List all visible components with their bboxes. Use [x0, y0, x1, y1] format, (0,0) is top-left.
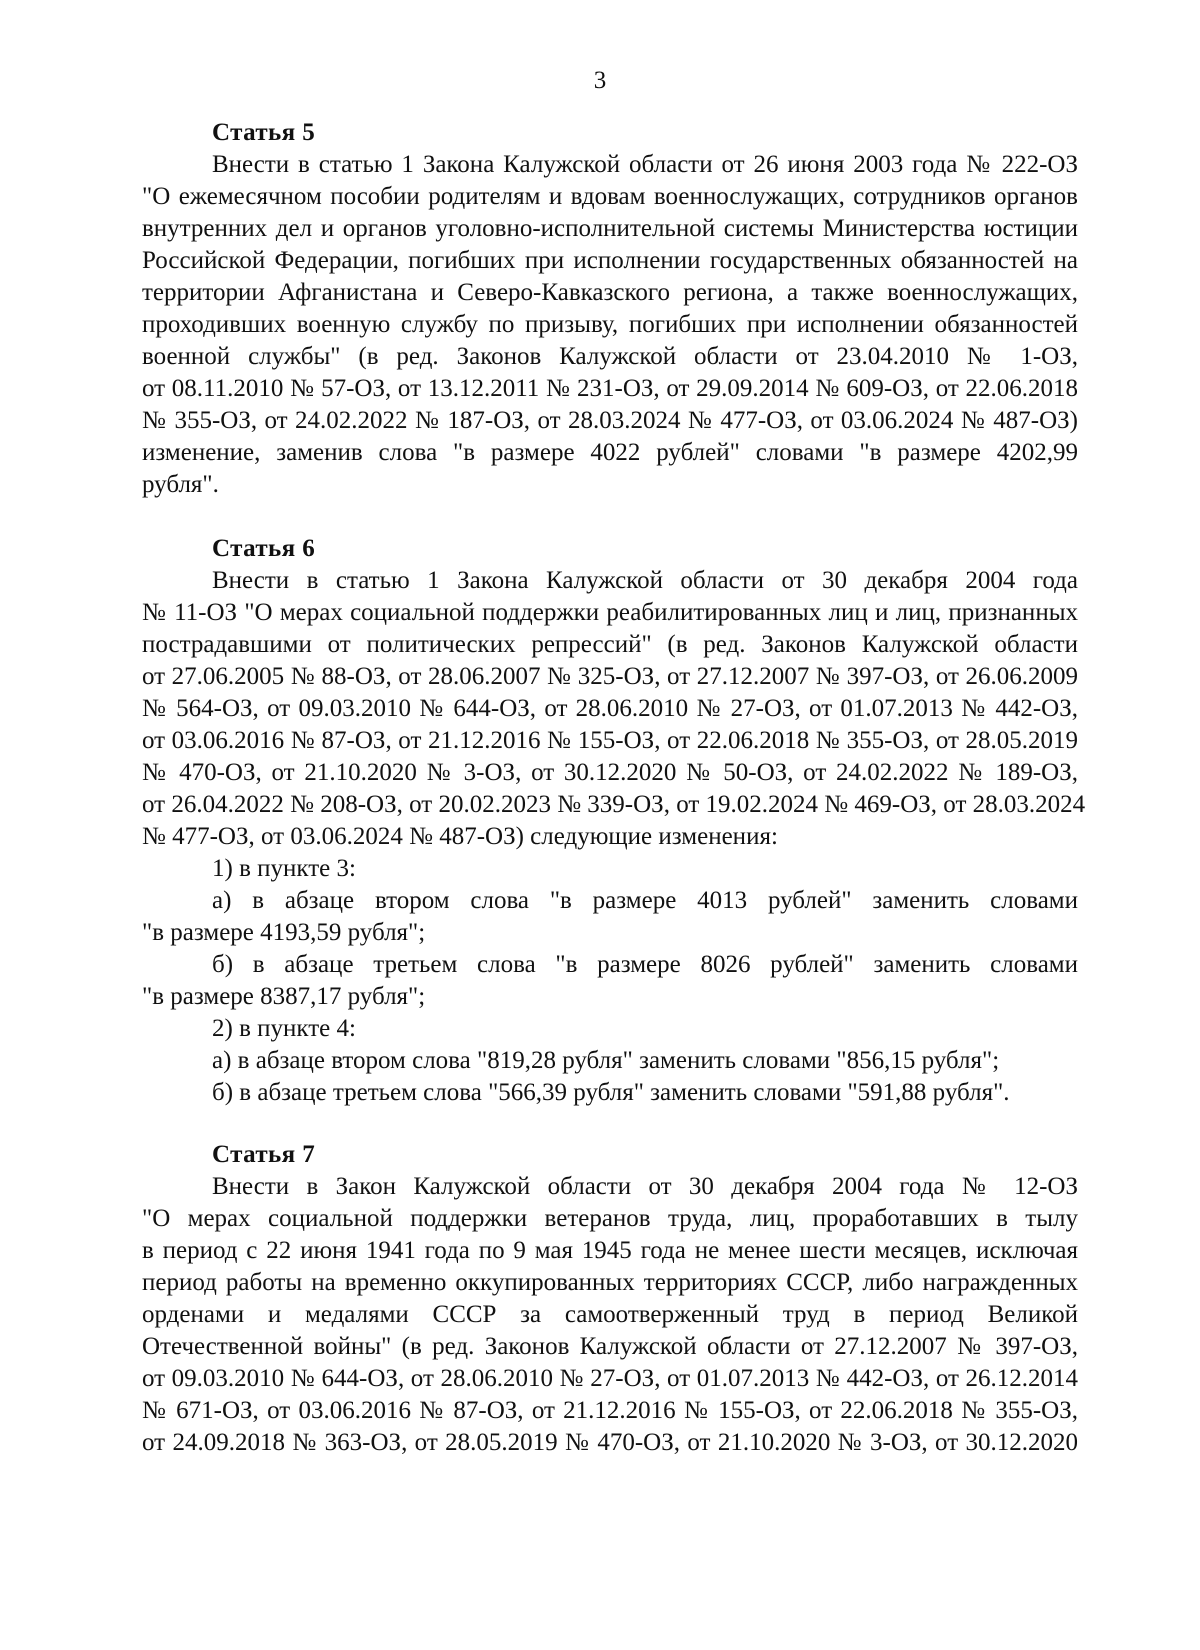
article-7-line: в период с 22 июня 1941 года по 9 мая 1945 года не менее шести месяцев, исключая [142, 1237, 1078, 1264]
article-7-line: период работы на временно оккупированных территориях СССР, либо награжденных [142, 1269, 1078, 1296]
article-7-line: орденами и медалями СССР за самоотверженный труд в период Великой [142, 1301, 1078, 1328]
article-6-heading: Статья 6 [212, 535, 316, 562]
article-6-line: № 11-ОЗ "О мерах социальной поддержки реабилитированных лиц и лиц, признанных [142, 599, 1078, 626]
article-6-line: пострадавшими от политических репрессий" (в ред. Законов Калужской области [142, 631, 1078, 658]
article-6-line: № 564-ОЗ, от 09.03.2010 № 644-ОЗ, от 28.06.2010 № 27-ОЗ, от 01.07.2013 № 442-ОЗ, [142, 695, 1078, 722]
article-5-line: "О ежемесячном пособии родителям и вдовам военнослужащих, сотрудников органов [142, 183, 1078, 210]
article-6-line: 2) в пункте 4: [212, 1015, 356, 1042]
article-6-line: от 03.06.2016 № 87-ОЗ, от 21.12.2016 № 155-ОЗ, от 22.06.2018 № 355-ОЗ, от 28.05.2019 [142, 727, 1078, 754]
article-6-line: "в размере 8387,17 рубля"; [142, 983, 426, 1010]
article-6-line: "в размере 4193,59 рубля"; [142, 919, 426, 946]
article-6-line: 1) в пункте 3: [212, 855, 356, 882]
article-5-line: военной службы" (в ред. Законов Калужской области от 23.04.2010 № 1-ОЗ, [142, 343, 1078, 370]
article-7-line: Отечественной войны" (в ред. Законов Калужской области от 27.12.2007 № 397-ОЗ, [142, 1333, 1078, 1360]
article-5-line: Внести в статью 1 Закона Калужской области от 26 июня 2003 года № 222-ОЗ [212, 151, 1078, 178]
article-7-line: от 09.03.2010 № 644-ОЗ, от 28.06.2010 № 27-ОЗ, от 01.07.2013 № 442-ОЗ, от 26.12.2014 [142, 1365, 1078, 1392]
article-7-line: "О мерах социальной поддержки ветеранов труда, лиц, проработавших в тылу [142, 1205, 1078, 1232]
article-6-line: а) в абзаце втором слова "в размере 4013 рублей" заменить словами [212, 887, 1078, 914]
article-6-line: б) в абзаце третьем слова "566,39 рубля" заменить словами "591,88 рубля". [212, 1079, 1010, 1106]
article-6-line: Внести в статью 1 Закона Калужской области от 30 декабря 2004 года [212, 567, 1078, 594]
article-7-line: № 671-ОЗ, от 03.06.2016 № 87-ОЗ, от 21.12.2016 № 155-ОЗ, от 22.06.2018 № 355-ОЗ, [142, 1397, 1078, 1424]
article-5-line: № 355-ОЗ, от 24.02.2022 № 187-ОЗ, от 28.03.2024 № 477-ОЗ, от 03.06.2024 № 487-ОЗ) [142, 407, 1078, 434]
page-number: 3 [593, 67, 607, 94]
article-5-line: рубля". [142, 471, 219, 498]
article-5-line: от 08.11.2010 № 57-ОЗ, от 13.12.2011 № 231-ОЗ, от 29.09.2014 № 609-ОЗ, от 22.06.2018 [142, 375, 1078, 402]
article-5-line: Российской Федерации, погибших при исполнении государственных обязанностей на [142, 247, 1078, 274]
article-5-line: внутренних дел и органов уголовно-исполнительной системы Министерства юстиции [142, 215, 1078, 242]
article-6-line: от 27.06.2005 № 88-ОЗ, от 28.06.2007 № 325-ОЗ, от 27.12.2007 № 397-ОЗ, от 26.06.2009 [142, 663, 1078, 690]
article-7-line: Внести в Закон Калужской области от 30 декабря 2004 года № 12-ОЗ [212, 1173, 1078, 1200]
article-6-line: от 26.04.2022 № 208-ОЗ, от 20.02.2023 № 339-ОЗ, от 19.02.2024 № 469-ОЗ, от 28.03.2024 [142, 791, 1086, 818]
article-5-line: территории Афганистана и Северо-Кавказского региона, а также военнослужащих, [142, 279, 1078, 306]
article-6-line: № 470-ОЗ, от 21.10.2020 № 3-ОЗ, от 30.12.2020 № 50-ОЗ, от 24.02.2022 № 189-ОЗ, [142, 759, 1078, 786]
article-5-line: изменение, заменив слова "в размере 4022 рублей" словами "в размере 4202,99 [142, 439, 1078, 466]
article-5-heading: Статья 5 [212, 119, 316, 146]
article-7-line: от 24.09.2018 № 363-ОЗ, от 28.05.2019 № 470-ОЗ, от 21.10.2020 № 3-ОЗ, от 30.12.2020 [142, 1429, 1078, 1456]
article-6-line: б) в абзаце третьем слова "в размере 8026 рублей" заменить словами [212, 951, 1078, 978]
article-5-line: проходивших военную службу по призыву, погибших при исполнении обязанностей [142, 311, 1078, 338]
article-6-line: № 477-ОЗ, от 03.06.2024 № 487-ОЗ) следующие изменения: [142, 823, 778, 850]
article-6-line: а) в абзаце втором слова "819,28 рубля" заменить словами "856,15 рубля"; [212, 1047, 1000, 1074]
article-7-heading: Статья 7 [212, 1141, 316, 1168]
